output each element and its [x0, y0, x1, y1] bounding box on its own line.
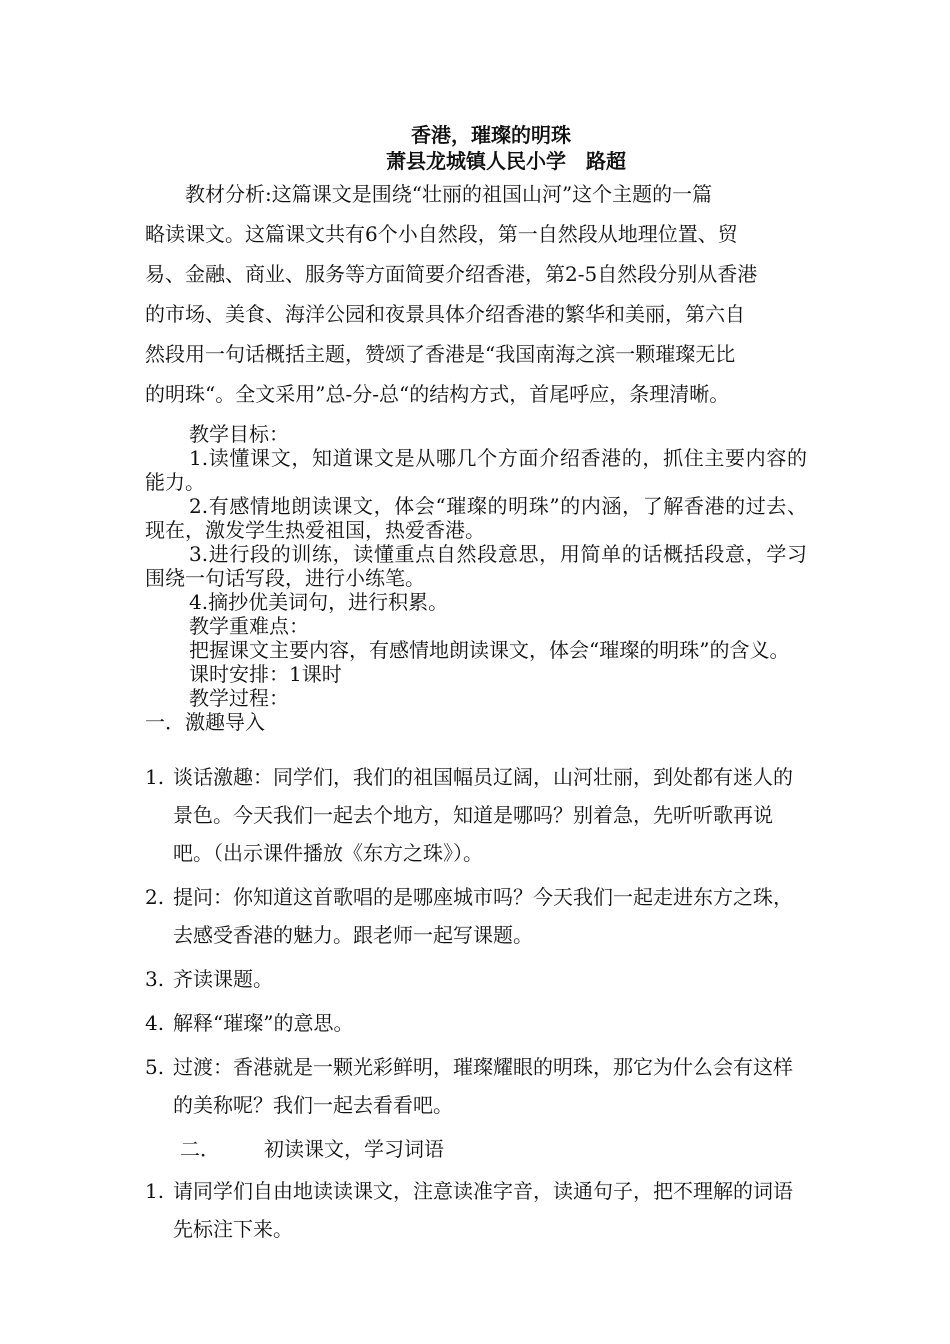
intro-line: 的明珠“。全文采用”总-分-总“的结构方式，首尾呼应，条理清晰。 [145, 382, 730, 406]
goal-item: 2.有感情地朗读课文，体会“璀璨的明珠”的内涵，了解香港的过去、现在，激发学生热爱祖国，热爱香港。 [145, 494, 807, 542]
intro-line: 教材分析:这篇课文是围绕“壮丽的祖国山河”这个主题的一篇 [185, 182, 713, 206]
list-item-text: 齐读课题。 [173, 967, 273, 991]
list-item-text: 请同学们自由地读读课文，注意读准字音，读通句子，把不理解的词语先标注下来。 [173, 1179, 793, 1241]
goal-item: 1.读懂课文，知道课文是从哪几个方面介绍香港的，抓住主要内容的能力。 [145, 446, 807, 494]
goal-item: 3.进行段的训练，读懂重点自然段意思，用简单的话概括段意，学习围绕一句话写段，进行小练笔。 [145, 542, 807, 590]
document-title: 香港，璀璨的明珠 [411, 123, 571, 147]
process-steps [145, 758, 810, 1254]
intro-line: 的市场、美食、海洋公园和夜景具体介绍香港的繁华和美丽，第六自 [145, 302, 745, 326]
list-item [145, 960, 810, 998]
document-author: 萧县龙城镇人民小学 路超 [386, 149, 626, 173]
difficulty-heading: 教学重难点： [189, 614, 309, 638]
list-item-text: 谈话激趣：同学们，我们的祖国幅员辽阔，山河壮丽，到处都有迷人的景色。今天我们一起去个地方，知道是哪吗？别着急，先听听歌再说吧。（出示课件播放《东方之珠》）。 [173, 765, 793, 865]
list-item-number: 2. [145, 885, 165, 909]
list-item [145, 1004, 810, 1042]
list-item-text: 解释“璀璨”的意思。 [173, 1011, 354, 1035]
list-item [145, 878, 810, 954]
schedule-text: 课时安排：1课时 [189, 662, 342, 686]
list-item-text: 过渡：香港就是一颗光彩鲜明，璀璨耀眼的明珠，那它为什么会有这样的美称呢？我们一起去看看吧。 [173, 1055, 793, 1117]
document-page [145, 122, 807, 734]
list-item-number: 5. [145, 1055, 165, 1079]
list-item-number: 4. [145, 1011, 165, 1035]
goal-item: 4.摘抄优美词句，进行积累。 [189, 590, 449, 614]
intro-line: 略读课文。这篇课文共有6个小自然段，第一自然段从地理位置、贸 [145, 222, 738, 246]
list-item-number: 3. [145, 967, 165, 991]
teaching-goals [145, 422, 807, 734]
difficulty-text: 把握课文主要内容，有感情地朗读课文，体会“璀璨的明珠”的含义。 [189, 638, 790, 662]
section-title: 初读课文，学习词语 [264, 1137, 444, 1161]
intro-line: 易、金融、商业、服务等方面简要介绍香港，第2-5自然段分别从香港 [145, 262, 758, 286]
intro-line: 然段用一句话概括主题，赞颂了香港是“我国南海之滨一颗璀璨无比 [145, 342, 736, 366]
section-heading [180, 1130, 810, 1168]
section-number: 二． [180, 1137, 220, 1161]
list-item [145, 758, 810, 872]
list-item [145, 1048, 810, 1124]
goals-heading: 教学目标： [189, 422, 289, 446]
process-heading: 教学过程： [189, 686, 289, 710]
list-item-text: 提问：你知道这首歌唱的是哪座城市吗？今天我们一起走进东方之珠，去感受香港的魅力。跟老师一起写课题。 [173, 885, 793, 947]
list-item-number: 1. [145, 1179, 165, 1203]
textbook-analysis [145, 174, 807, 414]
list-item-number: 1. [145, 765, 165, 789]
section-heading: 一．激趣导入 [145, 710, 265, 734]
list-item [145, 1172, 810, 1248]
